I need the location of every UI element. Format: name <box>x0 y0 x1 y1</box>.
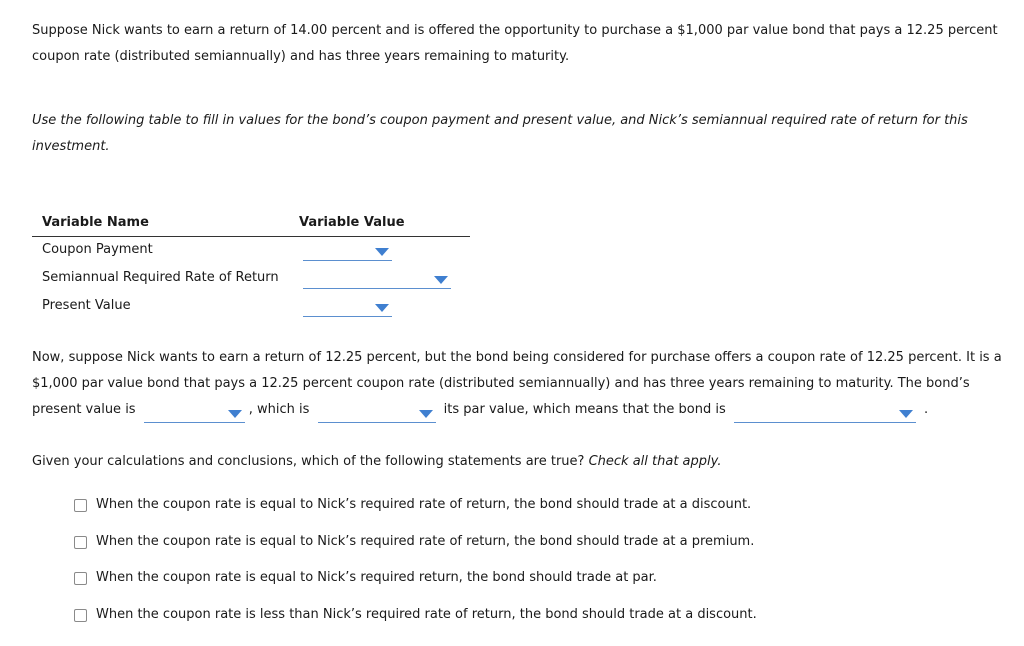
row-label-semiannual-rate: Semiannual Required Rate of Return <box>42 270 279 285</box>
header-variable-name: Variable Name <box>42 215 149 230</box>
dropdown-arrow-icon <box>419 410 433 418</box>
coupon-payment-dropdown[interactable] <box>303 242 392 261</box>
option-label[interactable]: When the coupon rate is less than Nick’s required rate of return, the bond should trade at a discount. <box>96 606 757 622</box>
option-label[interactable]: When the coupon rate is equal to Nick’s required rate of return, the bond should trade at a premium. <box>96 533 755 549</box>
question-emphasis: Check all that apply. <box>588 454 722 469</box>
table-row <box>32 293 470 321</box>
semiannual-rate-dropdown[interactable] <box>303 270 451 289</box>
scenario2-text-mid1: , which is <box>248 402 310 417</box>
row-label-present-value: Present Value <box>42 298 131 313</box>
instructions-paragraph: Use the following table to fill in values for the bond’s coupon payment and present value, and Nick’s semiannual required rate of return for this investment. <box>32 113 968 154</box>
option-checkbox[interactable] <box>74 572 87 585</box>
par-comparison-dropdown[interactable] <box>318 404 436 423</box>
option-label[interactable]: When the coupon rate is equal to Nick’s required return, the bond should trade at par. <box>96 570 657 585</box>
dropdown-arrow-icon <box>228 410 242 418</box>
bond-trade-status-dropdown[interactable] <box>734 404 916 423</box>
bond-present-value-dropdown[interactable] <box>144 404 245 423</box>
table-row <box>32 265 470 293</box>
dropdown-arrow-icon <box>899 410 913 418</box>
dropdown-arrow-icon <box>434 276 448 284</box>
intro-paragraph: Suppose Nick wants to earn a return of 14.00 percent and is offered the opportunity to purchase a $1,000 par value bond that pays a 12.25 percent coupon rate (distributed semiannually) and has three years remaining to maturity. <box>32 23 998 64</box>
option-checkbox[interactable] <box>74 499 87 512</box>
header-variable-value: Variable Value <box>299 215 405 230</box>
dropdown-arrow-icon <box>375 248 389 256</box>
table-row <box>32 237 470 265</box>
scenario2-text-before: Now, suppose Nick wants to earn a return of 12.25 percent, but the bond being considered for purchase offers a coupon rate of 12.25 percent. It is a $1,000 par value bond that pays a 12.25 percent coupon rate (distributed semiannually) and has three years remaining to maturity. The bond’s present value is <box>32 350 1002 417</box>
variables-table <box>32 210 470 321</box>
scenario2-text-end: . <box>924 402 929 417</box>
scenario2-text-mid2: its par value, which means that the bond is <box>443 402 726 417</box>
table-header <box>32 210 470 237</box>
question-text: Given your calculations and conclusions, which of the following statements are true? <box>32 454 585 469</box>
option-checkbox[interactable] <box>74 536 87 549</box>
question-paragraph <box>32 449 1007 475</box>
option-checkbox[interactable] <box>74 609 87 622</box>
row-label-coupon-payment: Coupon Payment <box>42 242 153 257</box>
scenario2-paragraph <box>32 345 1007 423</box>
dropdown-arrow-icon <box>375 304 389 312</box>
option-label[interactable]: When the coupon rate is equal to Nick’s required rate of return, the bond should trade at a discount. <box>96 497 752 512</box>
present-value-dropdown[interactable] <box>303 298 392 317</box>
